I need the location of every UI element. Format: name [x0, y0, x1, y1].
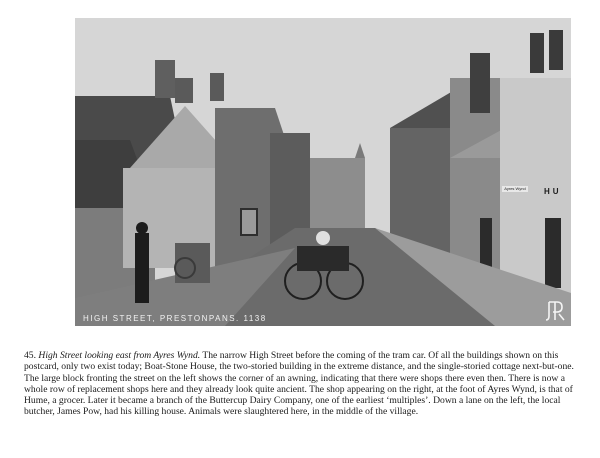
postcard-photo: [75, 18, 571, 326]
figure-title: High Street looking east from Ayres Wynd.: [38, 350, 201, 361]
figure-number: 45.: [24, 350, 36, 361]
street-scene: [75, 18, 571, 326]
postcard-caption: HIGH STREET, PRESTONPANS. 1138: [83, 314, 267, 323]
publisher-monogram-icon: [543, 298, 567, 322]
ayres-wynd-sign: Ayres Wynd: [502, 186, 528, 192]
figure-caption: [24, 350, 576, 418]
shop-sign: HU: [544, 187, 562, 196]
figure-description: The narrow High Street before the coming of the tram car. Of all the buildings shown on this postcard, only two exist today; Boat-Stone House, the two-storied building in the extreme distance, and the single-storied cottage next-but-one. The large block fronting the street on the left shows the corner of an awning, indicating that there were shops there even then. There is now a whole row of replacement shops here and they already look quite ancient. The shop appearing on the right, at the foot of Ayres Wynd, is that of Hume, a grocer. Later it became a branch of the Buttercup Dairy Company, one of the earliest ‘multiples’. Down a lane on the left, the local butcher, James Pow, had his killing house. Animals were slaughtered here, in the middle of the village.: [24, 350, 574, 418]
